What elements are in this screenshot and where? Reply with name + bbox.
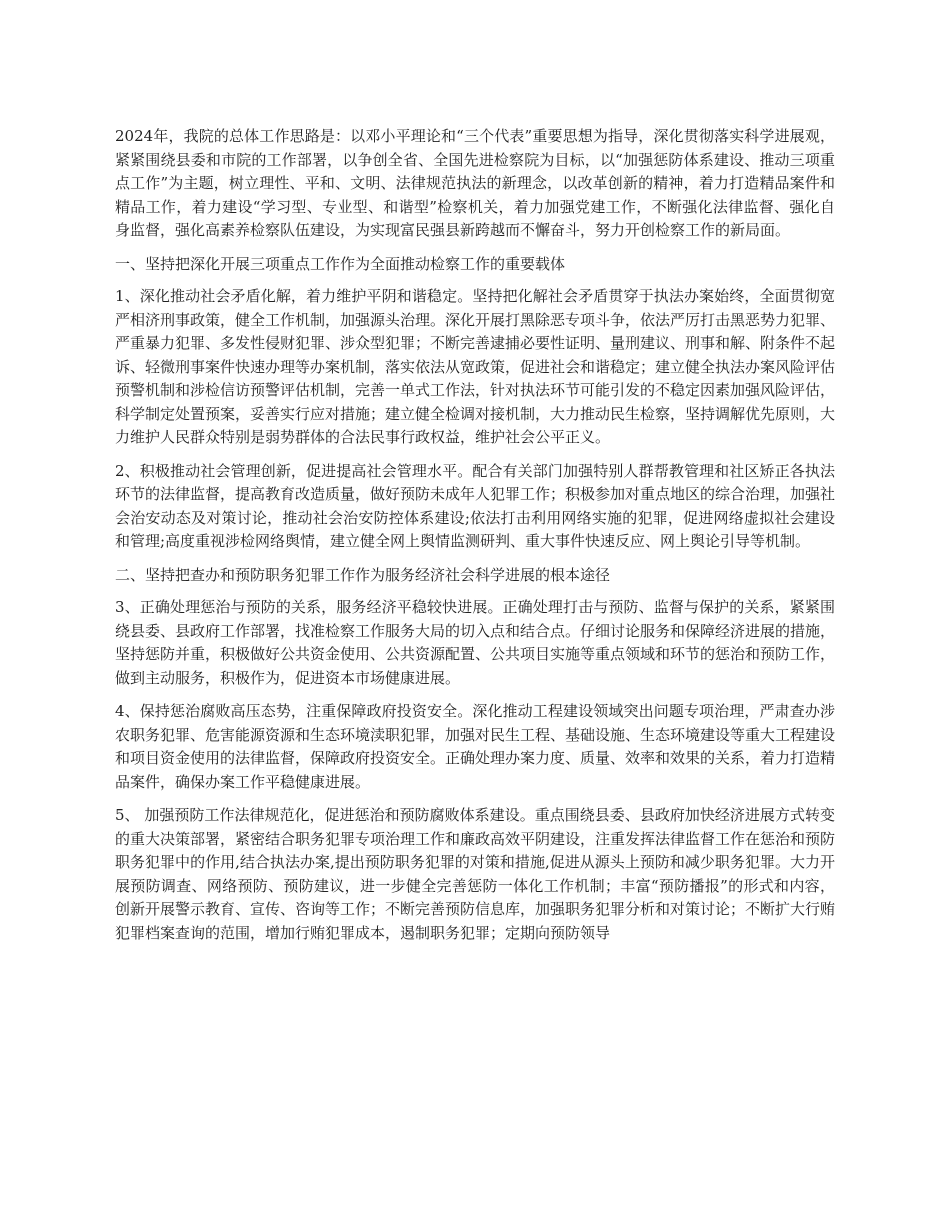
- paragraph-item-2: 2、积极推动社会管理创新，促进提高社会管理水平。配合有关部门加强特别人群帮教管理和社区矫正各执法环节的法律监督，提高教育改造质量，做好预防未成年人犯罪工作；积极参加对重点地区的综合治理，加强社会治安动态及对策讨论，推动社会治安防控体系建设;依法打击利用网络实施的犯罪，促进网络虚拟社会建设和管理;高度重视涉检网络舆情，建立健全网上舆情监测研判、重大事件快速反应、网上舆论引导等机制。: [115, 461, 836, 550]
- paragraph-item-5: 5、 加强预防工作法律规范化，促进惩治和预防腐败体系建设。重点围绕县委、县政府加快经济进展方式转变的重大决策部署，紧密结合职务犯罪专项治理工作和廉政高效平阴建设，注重发挥法律监督工作在惩治和预防职务犯罪中的作用,结合执法办案,提出预防职务犯罪的对策和措施,促进从源头上预防和减少职务犯罪。大力开展预防调查、网络预防、预防建议，进一步健全完善惩防一体化工作机制；丰富“预防播报”的形式和内容，创新开展警示教育、宣传、咨询等工作；不断完善预防信息库，加强职务犯罪分析和对策讨论；不断扩大行贿犯罪档案查询的范围，增加行贿犯罪成本，遏制职务犯罪；定期向预防领导: [115, 806, 836, 942]
- section-heading-1: 一、坚持把深化开展三项重点工作作为全面推动检察工作的重要载体: [115, 254, 566, 273]
- paragraph-item-4: 4、保持惩治腐败高压态势，注重保障政府投资安全。深化推动工程建设领域突出问题专项治理，严肃查办涉农职务犯罪、危害能源资源和生态环境渎职犯罪，加强对民生工程、基础设施、生态环境建设等重大工程建设和项目资金使用的法律监督，保障政府投资安全。正确处理办案力度、质量、效率和效果的关系，着力打造精品案件，确保办案工作平稳健康进展。: [115, 702, 836, 791]
- paragraph-item-1: 1、深化推动社会矛盾化解，着力维护平阴和谐稳定。坚持把化解社会矛盾贯穿于执法办案始终，全面贯彻宽严相济刑事政策，健全工作机制，加强源头治理。深化开展打黑除恶专项斗争，依法严厉打击黑恶势力犯罪、严重暴力犯罪、多发性侵财犯罪、涉众型犯罪；不断完善逮捕必要性证明、量刑建议、刑事和解、附条件不起诉、轻微刑事案件快速办理等办案机制，落实依法从宽政策，促进社会和谐稳定；建立健全执法办案风险评估预警机制和涉检信访预警评估机制，完善一单式工作法，针对执法环节可能引发的不稳定因素加强风险评估，科学制定处置预案，妥善实行应对措施；建立健全检调对接机制，大力推动民生检察，坚持调解优先原则，大力维护人民群众特别是弱势群体的合法民事行政权益，维护社会公平正义。: [115, 287, 836, 446]
- paragraph-intro: 2024年，我院的总体工作思路是：以邓小平理论和“三个代表”重要思想为指导，深化贯彻落实科学进展观，紧紧围绕县委和市院的工作部署，以争创全省、全国先进检察院为目标，以“加强惩防体系建设、推动三项重点工作”为主题，树立理性、平和、文明、法律规范执法的新理念，以改革创新的精神，着力打造精品案件和精品工作，着力建设“学习型、专业型、和谐型”检察机关，着力加强党建工作，不断强化法律监督、强化自身监督，强化高素养检察队伍建设，为实现富民强县新跨越而不懈奋斗，努力开创检察工作的新局面。: [115, 127, 835, 239]
- section-heading-2: 二、坚持把查办和预防职务犯罪工作作为服务经济社会科学进展的根本途径: [115, 565, 611, 584]
- paragraph-item-3: 3、正确处理惩治与预防的关系，服务经济平稳较快进展。正确处理打击与预防、监督与保护的关系，紧紧围绕县委、县政府工作部署，找准检察工作服务大局的切入点和结合点。仔细讨论服务和保障经济进展的措施，坚持惩防并重，积极做好公共资金使用、公共资源配置、公共项目实施等重点领域和环节的惩治和预防工作，做到主动服务，积极作为，促进资本市场健康进展。: [115, 598, 836, 687]
